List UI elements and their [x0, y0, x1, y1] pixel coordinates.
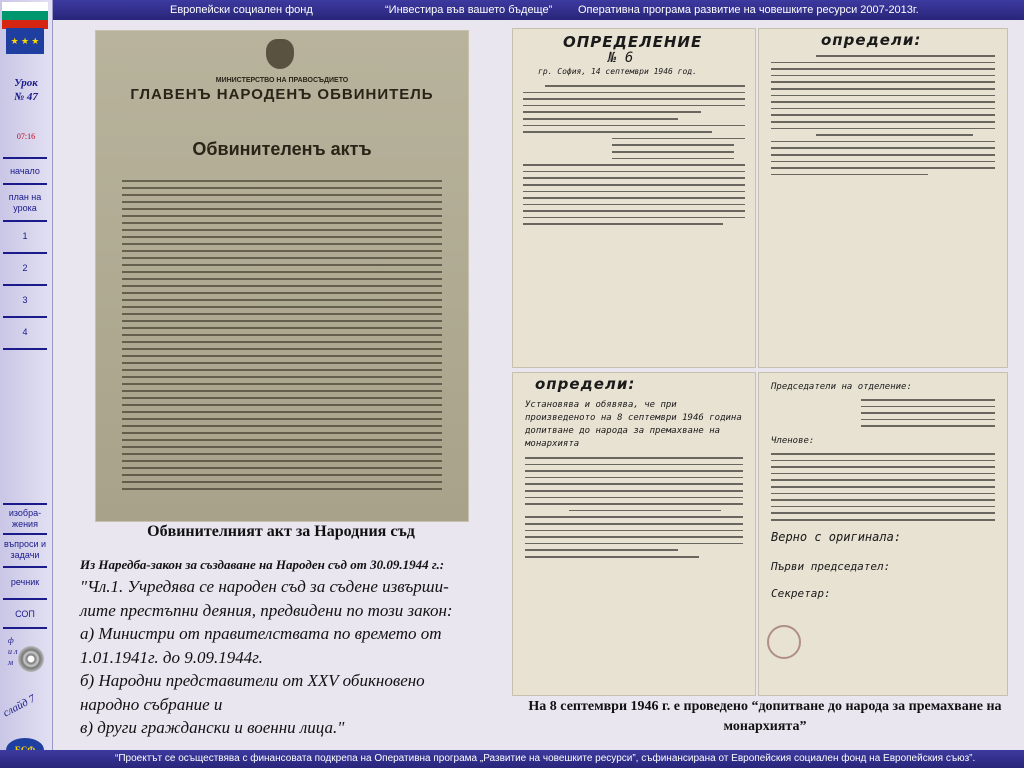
- seal-stamp-icon: [767, 625, 801, 659]
- decision-document-image: [512, 28, 756, 368]
- clock-time: 07:16: [16, 132, 36, 141]
- slide-number: слайд 7: [1, 692, 38, 720]
- act-title: Обвинителенъ актъ: [192, 139, 372, 159]
- law-line: народно събрание и: [80, 694, 223, 714]
- nav-page-2-button[interactable]: 2: [22, 263, 28, 273]
- program-label: Оперативна програма развитие на човешките ресурси 2007-2013г.: [578, 4, 919, 16]
- indictment-document-image: [95, 30, 469, 522]
- nav-dictionary-button[interactable]: речник: [10, 577, 40, 587]
- divider: [3, 252, 47, 254]
- law-line: б) Народни представители от XXV обикновено: [80, 671, 425, 690]
- divider: [3, 566, 47, 568]
- divider: [3, 284, 47, 286]
- decides-title: определи:: [821, 31, 922, 49]
- decision-title: ОПРЕДЕЛЕНИЕ: [563, 33, 703, 51]
- divider: [3, 183, 47, 185]
- film-reel-icon[interactable]: [18, 646, 44, 672]
- law-line: а) Министри от правителствата по времето от: [80, 624, 442, 643]
- nav-sop-button[interactable]: СОП: [15, 609, 35, 619]
- bulgarian-flag-icon: [2, 2, 48, 30]
- decides-document-image-bottom: [512, 372, 756, 696]
- divider: [3, 503, 47, 505]
- referendum-caption: На 8 септември 1946 г. е проведено “допитване до народа за премахване на монархията”: [528, 699, 1002, 734]
- decides-document-image-top: [758, 28, 1008, 368]
- eu-flag-icon: ★ ★ ★: [6, 28, 44, 54]
- nav-images-button[interactable]: изобра-жения: [8, 508, 42, 529]
- nav-questions-button[interactable]: въпроси и задачи: [3, 539, 47, 560]
- members-label: Членове:: [771, 435, 815, 446]
- divider: [3, 316, 47, 318]
- lesson-word: Урок: [14, 77, 38, 89]
- fund-label: Европейски социален фонд: [170, 4, 313, 16]
- law-line: "Чл.1. Учредява се народен съд за съдене извърши-: [80, 577, 449, 596]
- ministry-heading: МИНИСТЕРСТВО НА ПРАВОСЪДИЕТО: [215, 77, 349, 84]
- film-label[interactable]: ф и л м: [8, 636, 18, 667]
- law-line: лите престъпни деяния, предвидени по този закон:: [80, 600, 453, 620]
- divider: [3, 157, 47, 159]
- decision-number: № 6: [608, 50, 634, 66]
- decides-title-copy: определи:: [535, 375, 636, 393]
- office-heading: ГЛАВЕНЪ НАРОДЕНЪ ОБВИНИТЕЛЬ: [130, 86, 434, 103]
- nav-page-4-button[interactable]: 4: [22, 327, 28, 337]
- nav-start-button[interactable]: начало: [10, 166, 40, 176]
- lesson-number: № 47: [14, 91, 38, 103]
- law-text: [80, 575, 515, 740]
- decision-date: гр. София, 14 септември 1946 год.: [538, 67, 697, 76]
- secretary-label: Секретар:: [771, 586, 831, 600]
- law-heading: Из Наредба-закон за създаване на Народен съд от 30.09.1944 г.:: [80, 557, 445, 572]
- footer-text: “Проектът се осъществява с финансовата подкрепа на Оперативна програма „Развитие на човешките ресурси”, съфинансирана от Европейския социален фонд на Европейския съюз”.: [115, 753, 976, 764]
- footer-banner: [0, 750, 1024, 768]
- sidebar: [0, 0, 53, 768]
- divider: [3, 348, 47, 350]
- nav-page-3-button[interactable]: 3: [22, 295, 28, 305]
- chairmen-document-image: [758, 372, 1008, 696]
- chairmen-head: Председатели на отделение:: [771, 382, 912, 392]
- nav-plan-button[interactable]: план на урока: [8, 192, 42, 213]
- motto-label: “Инвестира във вашето бъдеще”: [385, 4, 553, 16]
- nav-page-1-button[interactable]: 1: [22, 231, 28, 241]
- law-line: в) други граждански и военни лица.": [80, 718, 345, 737]
- first-chair-label: Първи председател:: [771, 559, 891, 573]
- divider: [3, 533, 47, 535]
- lesson-label: [4, 76, 48, 104]
- divider: [3, 220, 47, 222]
- certified-label: Верно с оригинала:: [771, 529, 902, 544]
- divider: [3, 627, 47, 629]
- indictment-caption: Обвинителният акт за Народния съд: [147, 523, 415, 540]
- divider: [3, 598, 47, 600]
- document-text-lines: [122, 180, 442, 490]
- decides-text: Установява и обявява, че при произведеното на 8 септември 1946 година допитване до народа за премахване на монархията: [525, 400, 742, 449]
- top-banner: [0, 0, 1024, 20]
- law-line: 1.01.1941г. до 9.09.1944г.: [80, 647, 263, 667]
